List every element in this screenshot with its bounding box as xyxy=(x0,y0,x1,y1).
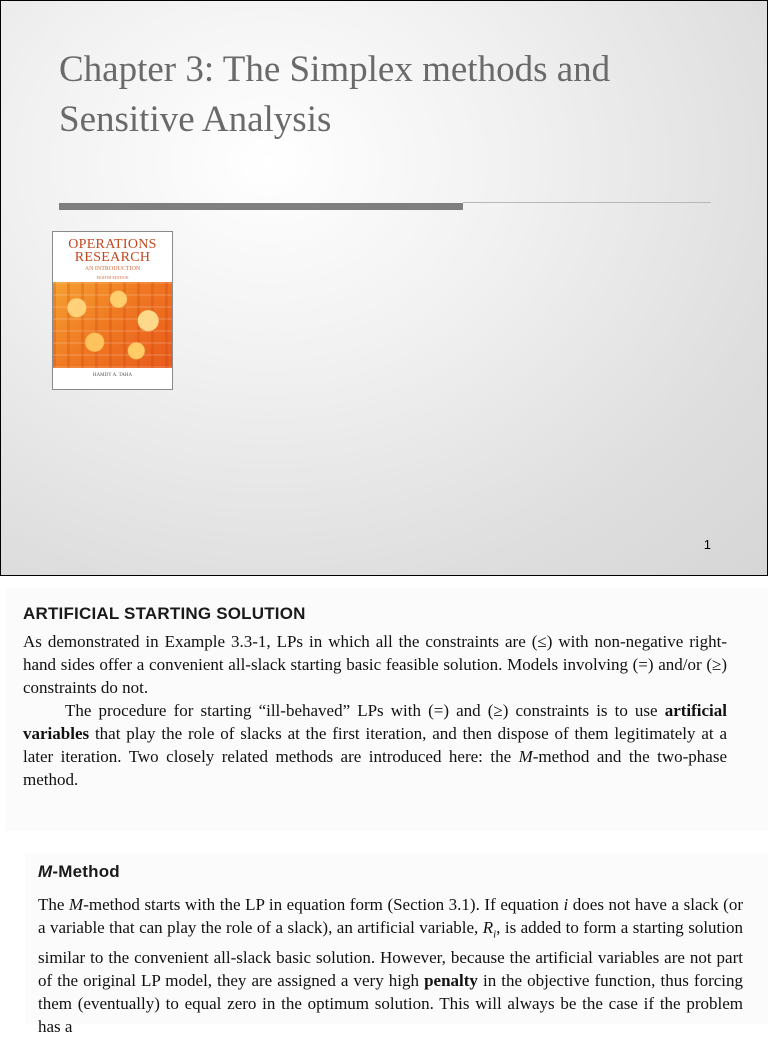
section-heading: ARTIFICIAL STARTING SOLUTION xyxy=(23,604,306,623)
book-cover-artwork xyxy=(53,282,172,368)
book-cover-edition: EIGHTH EDITION xyxy=(96,275,129,280)
book-cover-title-line2: RESEARCH xyxy=(74,250,151,265)
bold-term: artificial variables xyxy=(23,701,727,743)
scanned-text-block-m-method xyxy=(25,853,768,1037)
paragraph: The M-method starts with the LP in equation form (Section 3.1). If equation i does not have a slack (or a variable that can play the role of a slack), an artificial variable, $R_i$, is added to form a starting solution similar to the convenient all-slack basic solution. However, because the artificial variables are not part of the original LP model, they are assigned a very high penalty in the objective function, thus forcing them (eventually) to equal zero in the optimum solution. This will always be the case if the problem has a xyxy=(38,895,743,1037)
scanned-text-block-artificial-starting-solution xyxy=(6,588,768,831)
book-cover-title xyxy=(53,238,172,264)
book-cover-subtitle: AN INTRODUCTION xyxy=(84,266,141,272)
title-divider-bar xyxy=(59,203,463,210)
slide-title: Chapter 3: The Simplex methods and Sensitive Analysis xyxy=(59,49,611,140)
bold-term: penalty xyxy=(424,971,478,991)
title-divider-line xyxy=(463,202,711,203)
paragraph: The procedure for starting “ill-behaved” LPs with (=) and (≥) constraints is to use artificial variables that play the role of slacks at the first iteration, and then dispose of them legitimately at a later iteration. Two closely related methods are introduced here: the M-method and the two-phase method. xyxy=(23,701,727,789)
section-body xyxy=(23,630,727,791)
slide-page-number: 1 xyxy=(703,537,711,552)
paragraph: As demonstrated in Example 3.3-1, LPs in which all the constraints are (≤) with non-negative right-hand sides offer a convenient all-slack starting basic feasible solution. Models involving (=) and/or (≥) constraints do not. xyxy=(23,632,727,697)
section-heading: M-Method xyxy=(38,862,120,881)
book-cover-author: HAMDY A. TAHA xyxy=(92,373,133,378)
book-cover-title-line1: OPERATIONS xyxy=(68,237,157,252)
book-cover-image xyxy=(52,231,173,390)
section-body xyxy=(38,893,743,1038)
